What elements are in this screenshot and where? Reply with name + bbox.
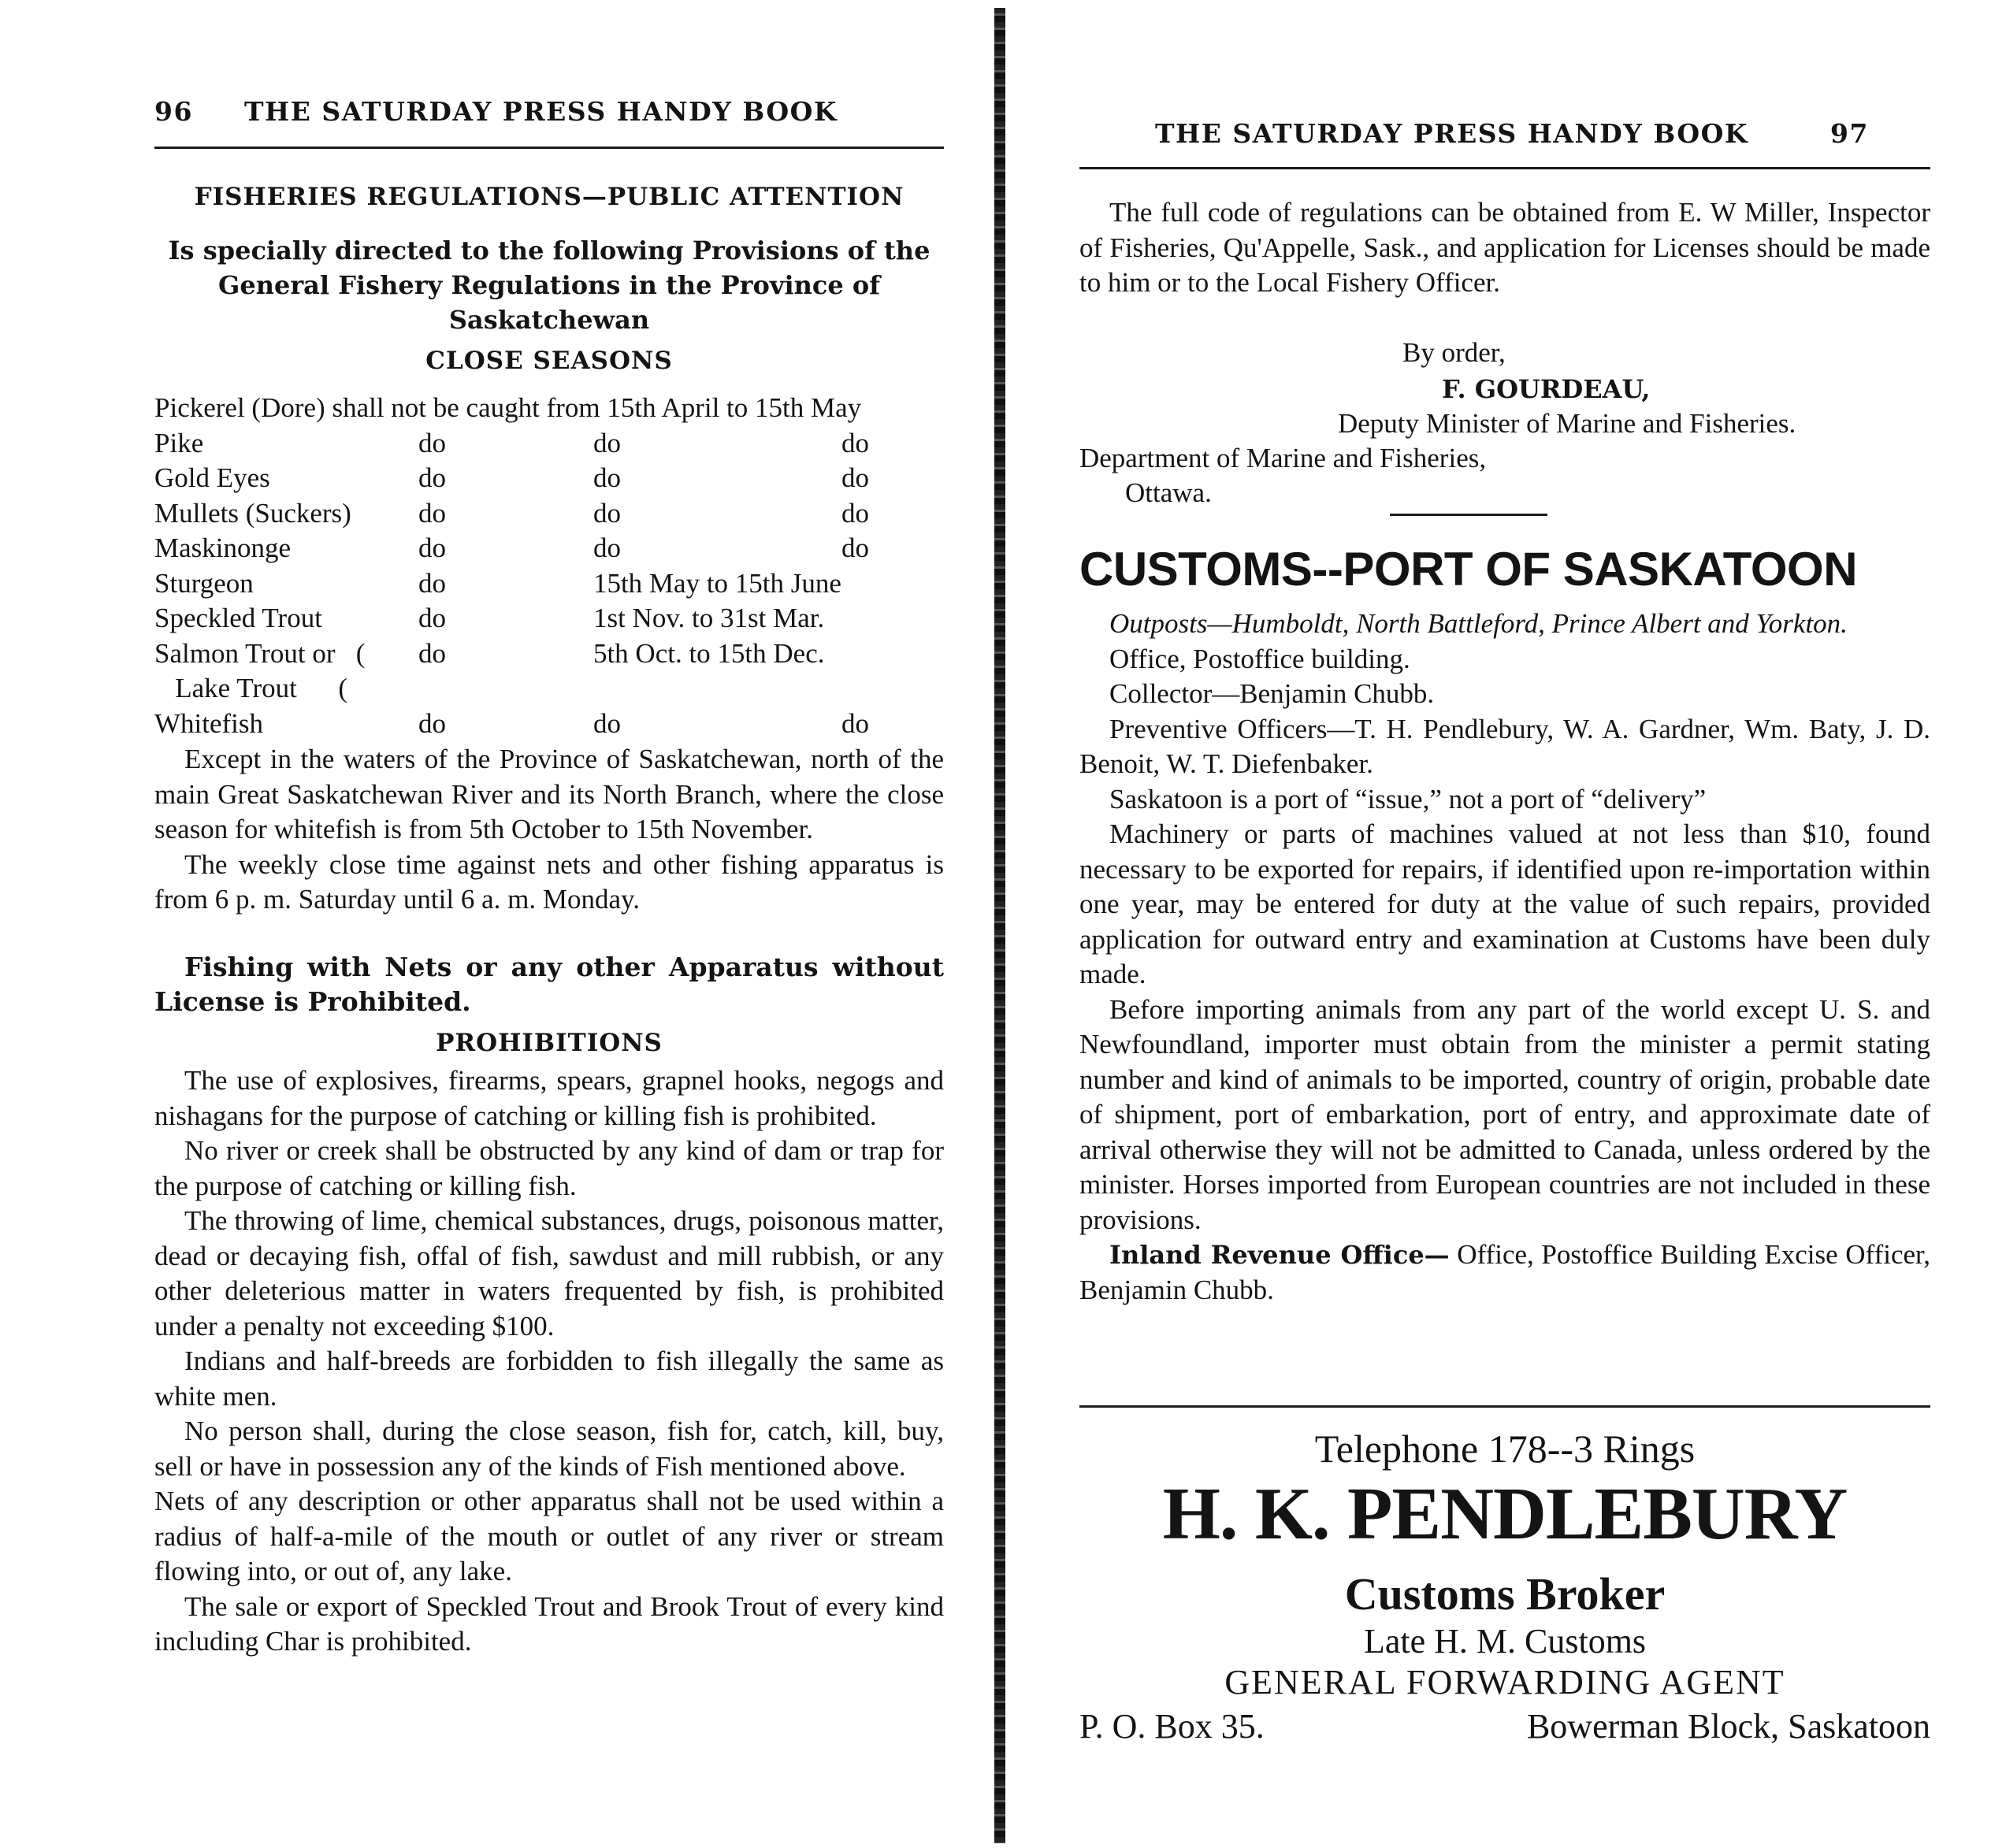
season-fish-cell: Mullets (Suckers)	[154, 497, 351, 529]
left-page	[0, 0, 989, 1848]
season-value-cell: do	[418, 462, 446, 493]
header-rule	[1079, 167, 1930, 169]
season-value-cell: 15th May to 15th June	[592, 567, 841, 599]
advert-name: H. K. PENDLEBURY	[1162, 1473, 1848, 1555]
book-gutter	[994, 8, 1005, 1843]
advert-telephone: Telephone 178--3 Rings	[1314, 1427, 1696, 1471]
signatory: F. GOURDEAU,	[1442, 374, 1651, 404]
season-row	[154, 566, 950, 602]
machinery-paragraph: Machinery or parts of machines valued at not less than $10, found necessary to be exported for repairs, if identified upon re-importation within one year, may be entered for duty at the value of such repairs, provided application for outward entry and examination at Customs have been duly made.	[1079, 818, 1930, 989]
city: Ottawa.	[1125, 477, 1212, 508]
animals-paragraph: Before importing animals from any part of the world except U. S. and Newfoundland, importer must obtain from the minister a permit stating number and kind of animals to be imported, country of origin, probable date of shipment, port of embarkation, port of entry, and approximate date of arrival otherwise they will not be admitted to Canada, unless ordered by the minister. Horses imported from European countries are not included in these provisions.	[1079, 993, 1930, 1235]
season-fish-cell: Speckled Trout	[154, 603, 322, 633]
prohibitions-heading: PROHIBITIONS	[436, 1029, 663, 1057]
season-fish-cell: Whitefish	[154, 707, 264, 739]
inland-revenue-label: Inland Revenue Office—	[1109, 1240, 1450, 1270]
prohibitions-list	[154, 1063, 944, 1660]
advert-agent: GENERAL FORWARDING AGENT	[1224, 1663, 1785, 1701]
season-value-cell	[593, 671, 841, 707]
season-fish-cell: Pickerel (Dore) shall not be caught from 15th April to 15th May	[154, 392, 862, 423]
season-value-cell	[841, 636, 950, 672]
prohibition-item: Indians and half-breeds are forbidden to fish illegally the same as white men.	[154, 1345, 944, 1412]
season-value-cell	[841, 601, 950, 636]
customs-title: CUSTOMS--PORT OF SASKATOON	[1079, 543, 1858, 596]
advert-rule	[1079, 1405, 1930, 1408]
intro-notice: Is specially directed to the following Provisions of the General Fishery Regulations in the Province of Saskatchewan	[168, 236, 930, 335]
season-row	[154, 671, 950, 707]
season-value-cell: do	[418, 427, 446, 458]
close-seasons-heading: CLOSE SEASONS	[425, 347, 673, 375]
season-value-cell: do	[592, 497, 621, 529]
nets-paragraph: Nets of any description or other apparatus shall not be used within a radius of half-a-mile of the mouth or outlet of any river or stream flowing into, or out of, any lake.	[154, 1486, 944, 1586]
season-row	[154, 707, 950, 742]
prohibition-item: No river or creek shall be obstructed by any kind of dam or trap for the purpose of catching or killing fish.	[154, 1135, 944, 1201]
season-value-cell: do	[418, 567, 446, 599]
right-page-number: 97	[1830, 118, 1869, 149]
season-value-cell	[841, 671, 950, 707]
sale-export-paragraph: The sale or export of Speckled Trout and Brook Trout of every kind including Char is prohibited.	[154, 1590, 944, 1657]
preventive-officers: Preventive Officers—T. H. Pendlebury, W. A. Gardner, Wm. Baty, J. D. Benoit, W. T. Diefenbaker.	[1079, 713, 1930, 779]
season-value-cell	[418, 671, 593, 707]
season-value-cell: do	[418, 707, 446, 739]
license-notice: Fishing with Nets or any other Apparatus without License is Prohibited.	[154, 952, 944, 1017]
outposts: Outposts—Humboldt, North Battleford, Prince Albert and Yorkton.	[1109, 608, 1848, 639]
prohibition-item: The use of explosives, firearms, spears, grapnel hooks, negogs and nishagans for the purpose of catching or killing fish is prohibited.	[154, 1065, 944, 1131]
season-row	[154, 496, 950, 532]
season-value-cell: do	[841, 427, 869, 458]
season-row	[154, 601, 950, 636]
season-row	[154, 461, 950, 496]
left-page-number: 96	[154, 96, 193, 127]
season-value-cell: 1st Nov. to 31st Mar.	[592, 603, 825, 633]
season-fish-cell: Lake Trout (	[154, 673, 347, 703]
season-row	[154, 636, 950, 672]
season-value-cell: do	[592, 427, 621, 458]
close-seasons-table	[154, 391, 950, 741]
left-running-head: THE SATURDAY PRESS HANDY BOOK	[244, 96, 838, 127]
section-divider	[1390, 514, 1547, 516]
season-row	[154, 426, 950, 462]
except-paragraph: Except in the waters of the Province of Saskatchewan, north of the main Great Saskatchewan River and its North Branch, where the close season for whitefish is from 5th October to 15th November.	[154, 744, 944, 844]
advert-box: P. O. Box 35.	[1079, 1707, 1265, 1746]
season-value-cell: do	[841, 707, 869, 739]
signatory-title: Deputy Minister of Marine and Fisheries.	[1338, 408, 1796, 439]
season-value-cell: do	[592, 462, 621, 493]
by-order: By order,	[1402, 337, 1506, 368]
prohibition-item: The throwing of lime, chemical substances, drugs, poisonous matter, dead or decaying fish, offal of fish, sawdust and mill rubbish, or any other deleterious matter in waters frequented by fish, is prohibited under a penalty not exceeding $100.	[154, 1205, 944, 1341]
department: Department of Marine and Fisheries,	[1079, 443, 1487, 473]
season-value-cell: do	[592, 707, 621, 739]
season-value-cell: do	[418, 497, 446, 529]
weekly-close-paragraph: The weekly close time against nets and other fishing apparatus is from 6 p. m. Saturday until 6 a. m. Monday.	[154, 848, 944, 915]
season-fish-cell: Sturgeon	[154, 567, 254, 599]
season-value-cell: do	[418, 533, 446, 563]
header-rule	[154, 147, 944, 149]
season-value-cell: do	[418, 637, 446, 669]
left-body-1	[154, 742, 944, 918]
office: Office, Postoffice building.	[1109, 643, 1410, 674]
season-value-cell: do	[841, 462, 869, 493]
code-paragraph	[1079, 195, 1930, 301]
season-value-cell: do	[418, 603, 446, 633]
season-fish-cell: Pike	[154, 427, 204, 458]
advert-role: Customs Broker	[1344, 1568, 1666, 1620]
inland-revenue-text: Office, Postoffice Building Excise Officer, Benjamin Chubb.	[1079, 1239, 1931, 1305]
season-value-cell	[841, 566, 950, 602]
season-fish-cell: Salmon Trout or (	[154, 637, 366, 669]
advert-address: Bowerman Block, Saskatoon	[1526, 1707, 1930, 1746]
customs-body	[1079, 607, 1930, 1308]
season-fish-cell: Gold Eyes	[154, 462, 270, 493]
right-running-head: THE SATURDAY PRESS HANDY BOOK	[1155, 118, 1748, 149]
season-value-cell: do	[841, 497, 869, 529]
season-fish-cell: Maskinonge	[154, 533, 292, 563]
right-page	[1009, 0, 1991, 1848]
port-note: Saskatoon is a port of “issue,” not a port of “delivery”	[1109, 783, 1707, 815]
code-paragraph-text: The full code of regulations can be obtained from E. W Miller, Inspector of Fisheries, Qu'Appelle, Sask., and application for Licenses should be made to him or to the Local Fishery Officer.	[1079, 197, 1930, 298]
collector: Collector—Benjamin Chubb.	[1109, 678, 1435, 709]
fisheries-title: FISHERIES REGULATIONS—PUBLIC ATTENTION	[194, 183, 904, 211]
season-value-cell: do	[841, 533, 869, 563]
season-value-cell: do	[592, 533, 621, 563]
season-row	[154, 391, 950, 426]
prohibition-item: No person shall, during the close season, fish for, catch, kill, buy, sell or have in possession any of the kinds of Fish mentioned above.	[154, 1416, 944, 1482]
season-value-cell: 5th Oct. to 15th Dec.	[592, 637, 825, 669]
advert-late: Late H. M. Customs	[1363, 1622, 1647, 1661]
season-row	[154, 531, 950, 566]
